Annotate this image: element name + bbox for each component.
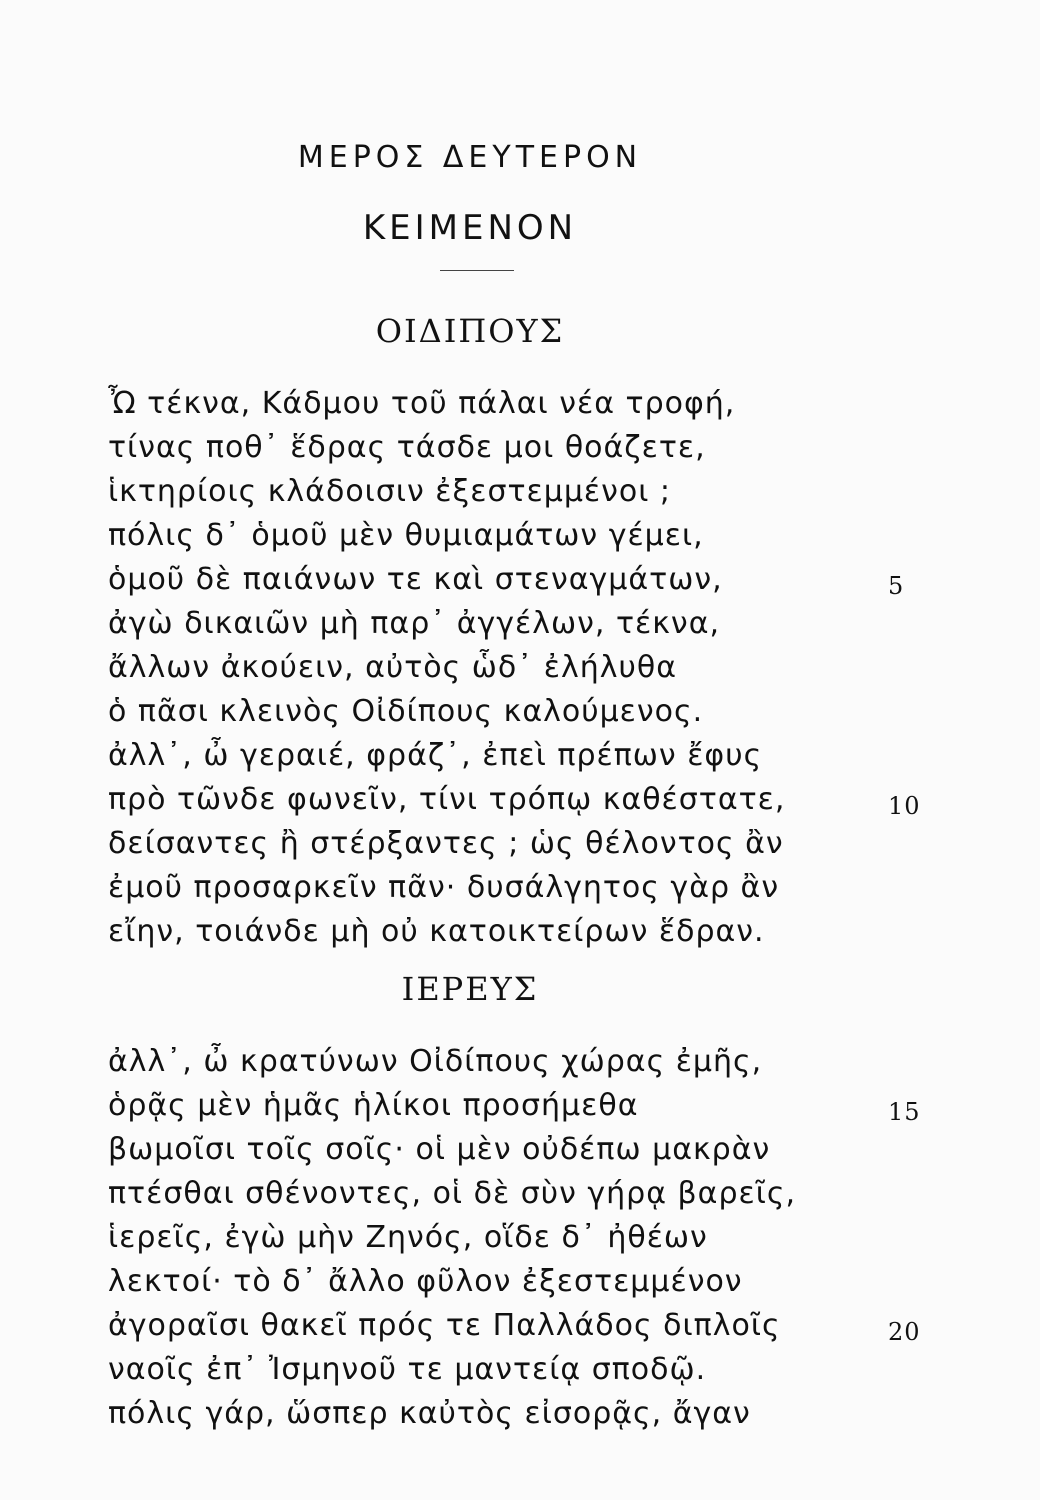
verse-text: ἱερεῖς, ἐγὼ μὴν Ζηνός, οἵδε δ᾿ ἠθέων xyxy=(108,1220,708,1255)
verse-line xyxy=(108,690,785,734)
verse-line xyxy=(108,1260,796,1304)
verse-line xyxy=(108,646,785,690)
verse-text: ἀλλ᾿, ὦ γεραιέ, φράζ᾿, ἐπεὶ πρέπων ἔφυς xyxy=(108,738,763,773)
verse-line xyxy=(108,1040,796,1084)
verse-text: ἐμοῦ προσαρκεῖν πᾶν· δυσάλγητος γὰρ ἂν xyxy=(108,870,780,905)
line-number: 20 xyxy=(888,1318,921,1346)
verse-text: ὁ πᾶσι κλεινὸς Οἰδίπους καλούμενος. xyxy=(108,694,704,729)
verse-text: ἀλλ᾿, ὦ κρατύνων Οἰδίπους χώρας ἐμῆς, xyxy=(108,1044,763,1079)
verse-text: πρὸ τῶνδε φωνεῖν, τίνι τρόπῳ καθέστατε, xyxy=(108,782,786,817)
line-number: 15 xyxy=(888,1098,921,1126)
verse-block-priest xyxy=(108,1040,921,1436)
line-number: 5 xyxy=(888,572,905,600)
verse-text: ὁμοῦ δὲ παιάνων τε καὶ στεναγμάτων, xyxy=(108,562,723,597)
verse-line xyxy=(108,1216,796,1260)
verse-line xyxy=(108,1128,796,1172)
verse-line xyxy=(108,866,785,910)
verse-text: λεκτοί· τὸ δ᾿ ἄλλο φῦλον ἐξεστεμμένον xyxy=(108,1264,743,1299)
verse-line xyxy=(108,778,921,822)
verse-text: δείσαντες ἢ στέρξαντες ; ὡς θέλοντος ἂν xyxy=(108,826,784,861)
verse-text: πόλις δ᾿ ὁμοῦ μὲν θυμιαμάτων γέμει, xyxy=(108,518,704,553)
verse-line xyxy=(108,470,785,514)
verse-line xyxy=(108,514,785,558)
verse-line xyxy=(108,1392,796,1436)
title-divider xyxy=(440,270,514,271)
verse-text: ἀγὼ δικαιῶν μὴ παρ᾿ ἀγγέλων, τέκνα, xyxy=(108,606,721,641)
verse-line xyxy=(108,822,785,866)
verse-text: ἄλλων ἀκούειν, αὐτὸς ὧδ᾿ ἐλήλυθα xyxy=(108,650,677,685)
verse-text: Ὦ τέκνα, Κάδμου τοῦ πάλαι νέα τροφή, xyxy=(108,386,736,421)
verse-text: ναοῖς ἐπ᾿ Ἰσμηνοῦ τε μαντείᾳ σποδῷ. xyxy=(108,1352,707,1387)
verse-line xyxy=(108,1084,921,1128)
verse-line xyxy=(108,382,785,426)
speaker-heading-priest: ΙΕΡΕΥΣ xyxy=(401,970,539,1008)
line-number: 10 xyxy=(888,792,921,820)
verse-line xyxy=(108,734,785,778)
verse-text: πτέσθαι σθένοντες, οἱ δὲ σὺν γήρᾳ βαρεῖς, xyxy=(108,1176,796,1211)
verse-text: πόλις γάρ, ὥσπερ καὐτὸς εἰσορᾷς, ἄγαν xyxy=(108,1396,751,1431)
verse-block-oedipus xyxy=(108,382,921,954)
verse-text: ἱκτηρίοις κλάδοισιν ἐξεστεμμένοι ; xyxy=(108,474,672,509)
verse-line xyxy=(108,1348,796,1392)
verse-line xyxy=(108,558,905,602)
speaker-heading-oedipus: ΟΙΔΙΠΟΥΣ xyxy=(375,312,565,350)
verse-line xyxy=(108,602,785,646)
verse-line xyxy=(108,426,785,470)
verse-text: εἴην, τοιάνδε μὴ οὐ κατοικτείρων ἕδραν. xyxy=(108,914,765,949)
verse-text: ὁρᾷς μὲν ἡμᾶς ἡλίκοι προσήμεθα xyxy=(108,1088,639,1123)
part-title: ΜΕΡΟΣ ΔΕΥΤΕΡΟΝ xyxy=(297,140,643,175)
verse-text: τίνας ποθ᾿ ἕδρας τάσδε μοι θοάζετε, xyxy=(108,430,706,465)
verse-line xyxy=(108,910,785,954)
section-title: ΚΕΙΜΕΝΟΝ xyxy=(362,208,578,248)
verse-text: ἀγοραῖσι θακεῖ πρός τε Παλλάδος διπλοῖς xyxy=(108,1308,781,1343)
verse-line xyxy=(108,1172,796,1216)
verse-text: βωμοῖσι τοῖς σοῖς· οἱ μὲν οὐδέπω μακρὰν xyxy=(108,1132,771,1167)
verse-line xyxy=(108,1304,921,1348)
